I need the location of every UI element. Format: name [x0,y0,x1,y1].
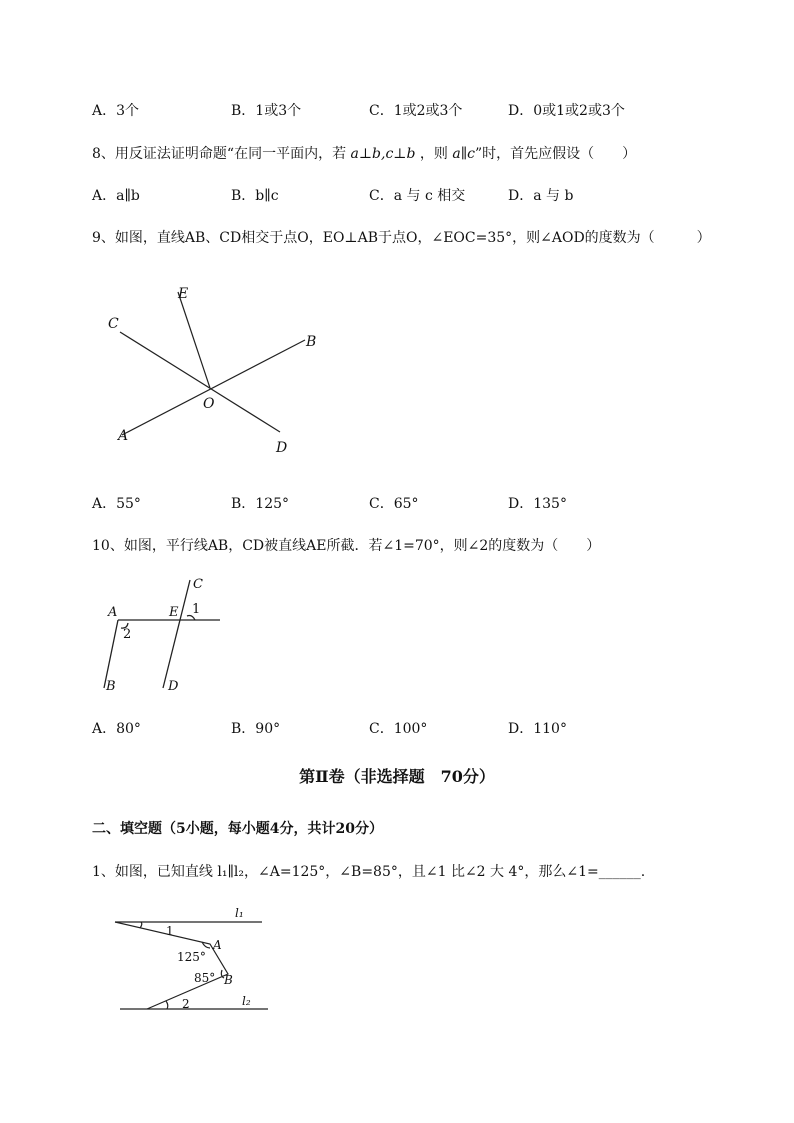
q8-option-d: D．a 与 b [508,188,574,204]
q7-option-b: B．1或3个 [231,103,302,119]
q8-stem-mid: ，则 [419,146,448,162]
q10-label-e: E [169,605,179,620]
fill1-label-2: 2 [182,997,190,1011]
q9-option-d: D．135° [508,496,567,512]
q9-line-ab [122,340,305,435]
q8-stem-start: 8、用反证法证明命题“在同一平面内，若 [92,146,347,162]
q10-label-1: 1 [192,602,201,617]
q9-option-a: A．55° [92,496,141,512]
q9-ray-oe [178,292,210,388]
fill1-label-a: A [213,938,222,952]
q9-label-d: D [276,440,288,456]
q9-label-b: B [306,334,317,350]
fill1-label-b: B [224,973,233,987]
q8-math-1: a⊥b,c⊥b [350,146,416,162]
q9-stem: 9、如图，直线AB、CD相交于点O，EO⊥AB于点O，∠EOC=35°，则∠AOD的度数为（ ） [92,230,711,246]
q9-label-e: E [178,286,189,302]
q8-math-2: a∥c [452,146,475,162]
fill1-label-l2: l₂ [242,994,251,1008]
q8-option-c: C．a 与 c 相交 [369,188,466,204]
q10-stem: 10、如图，平行线AB，CD被直线AE所截．若∠1=70°，则∠2的度数为（ ） [92,538,601,554]
q9-label-c: C [108,316,119,332]
fill1-label-1: 1 [166,924,174,938]
q10-line-cd [163,580,190,688]
fill1-angle-2-arc [166,1001,168,1009]
q8-option-a: A．a∥b [92,188,140,204]
fill1-figure [110,902,275,1014]
q9-option-c: C．65° [369,496,419,512]
q10-option-b: B．90° [231,721,281,737]
q8-option-b: B．b∥c [231,188,279,204]
q9-label-a: A [118,428,129,444]
q9-line-cd [120,332,280,432]
fill1-angle-1-arc [140,922,142,928]
q10-option-c: C．100° [369,721,428,737]
q10-label-a: A [108,605,118,620]
q7-option-d: D．0或1或2或3个 [508,103,625,119]
q9-figure [100,280,330,460]
fill-section-heading: 二、填空题（5小题，每小题4分，共计20分） [92,821,383,837]
q8-stem-end: ”时，首先应假设（ ） [475,146,637,162]
q10-label-2: 2 [123,627,132,642]
q10-label-b: B [106,679,116,694]
q10-figure [100,572,235,697]
part-2-title: 第Ⅱ卷（非选择题 70分） [299,767,495,786]
q8-stem [92,143,636,163]
q7-option-c: C．1或2或3个 [369,103,463,119]
q10-option-d: D．110° [508,721,567,737]
q10-label-d: D [168,679,179,694]
q7-option-a: A．3个 [92,103,140,119]
q10-line-ab [104,620,118,688]
fill1-label-125: 125° [177,950,206,964]
q9-option-b: B．125° [231,496,290,512]
q10-label-c: C [193,577,203,592]
fill1-label-l1: l₁ [235,906,244,920]
q9-label-o: O [203,396,215,412]
fill1-label-85: 85° [194,971,216,985]
q10-option-a: A．80° [92,721,141,737]
fill1-stem: 1、如图，已知直线 l₁∥l₂，∠A=125°，∠B=85°，且∠1 比∠2 大 4°，那么∠1=______. [92,864,646,880]
